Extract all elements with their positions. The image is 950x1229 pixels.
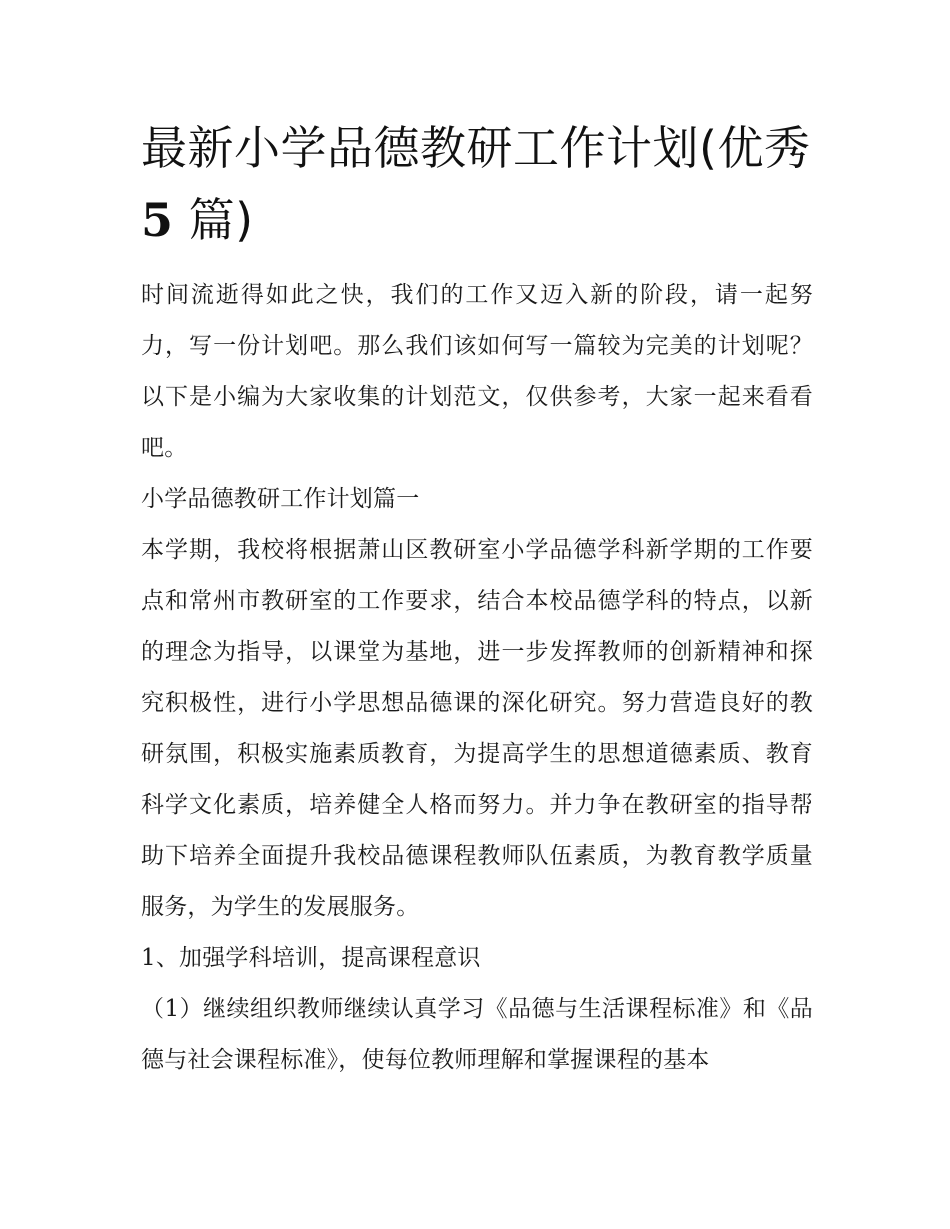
title-text-part1: 最新小学品德教研工作计划(优秀 [141,121,811,175]
intro-paragraph: 时间流逝得如此之快，我们的工作又迈入新的阶段，请一起努力，写一份计划吧。那么我们该如何写一篇较为完美的计划呢？以下是小编为大家收集的计划范文，仅供参考，大家一起来看看吧。 [141,282,813,461]
title-number: 5 [141,193,174,247]
document-body [141,112,813,1086]
section-heading: 小学品德教研工作计划篇一 [141,486,420,512]
subsection-heading: 1、加强学科培训，提高课程意识 [141,945,481,971]
document-title [141,112,813,256]
body-paragraph-item: （1）继续组织教师继续认真学习《品德与生活课程标准》和《品德与社会课程标准》，使每位教师理解和掌握课程的基本 [141,996,813,1073]
body-paragraph: 本学期，我校将根据萧山区教研室小学品德学科新学期的工作要点和常州市教研室的工作要求，结合本校品德学科的特点，以新的理念为指导，以课堂为基地，进一步发挥教师的创新精神和探究积极性，进行小学思想品德课的深化研究。努力营造良好的教研氛围，积极实施素质教育，为提高学生的思想道德素质、教育科学文化素质，培养健全人格而努力。并力争在教研室的指导帮助下培养全面提升我校品德课程教师队伍素质，为教育教学质量服务，为学生的发展服务。 [141,537,813,920]
title-text-part2: 篇) [188,193,254,247]
